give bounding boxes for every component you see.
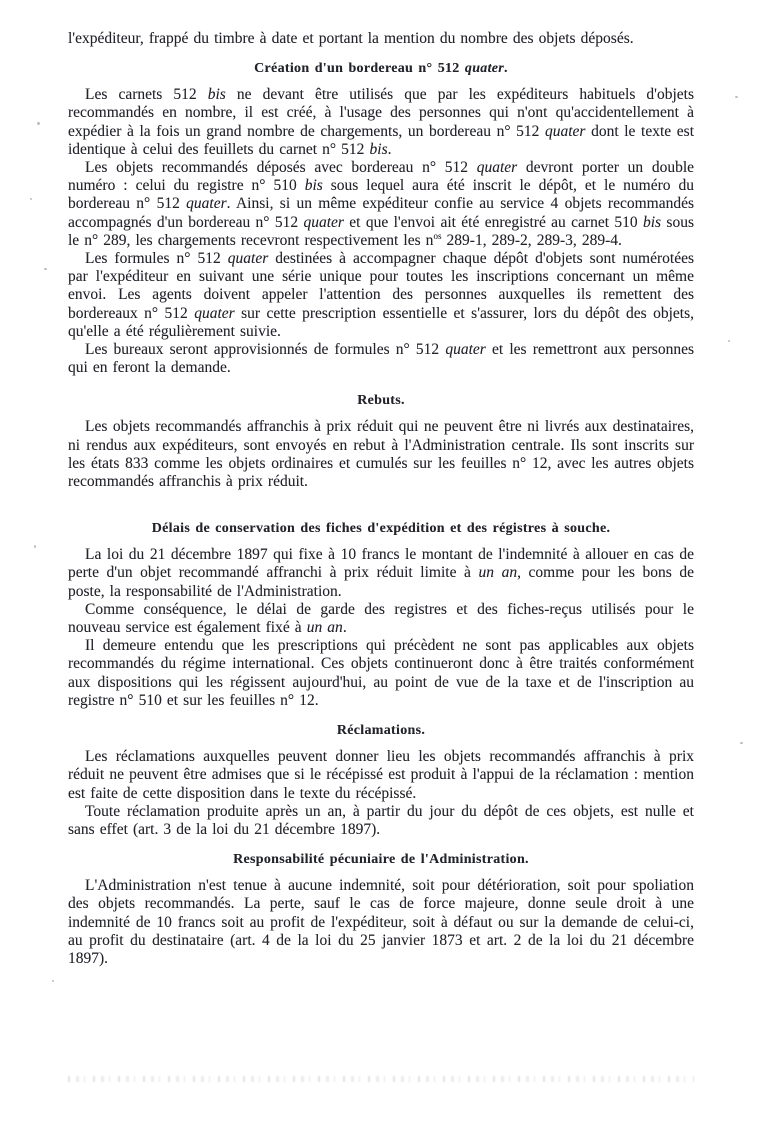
- paragraph-delai-de-garde: Comme conséquence, le délai de garde des registres et des fiches-reçus utilisés pour le nouveau service est également fixé à un an.: [68, 600, 694, 637]
- heading-creation-bordereau-512-quater: Création d'un bordereau n° 512 quater.: [254, 61, 508, 77]
- paragraph-reclamation-nulle: Toute réclamation produite après un an, à partir du jour du dépôt de ces objets, est nulle et sans effet (art. 3 de la loi du 21 décembre 1897).: [68, 802, 694, 838]
- scan-speck: [37, 122, 40, 125]
- scan-speck: [34, 545, 36, 548]
- scan-speck: [30, 198, 32, 200]
- heading-rebuts: Rebuts.: [357, 393, 405, 409]
- scan-speck: [728, 340, 730, 342]
- paragraph-continuation-timbre-a-date: l'expéditeur, frappé du timbre à date et portant la mention du nombre des objets déposés.: [68, 30, 634, 47]
- paragraph-carnets-512-bis: Les carnets 512 bis ne devant être utilisés que par les expéditeurs habituels d'objets recommandés en nombre, il est créé, à l'usage des personnes qui n'ont qu'accidentellement à expédier à la fois un grand nombre de chargements, un bordereau n° 512 quater dont le texte est identique à celui des feuillets du carnet n° 512 bis.: [68, 86, 695, 158]
- paragraph-bureaux-approvisionnes: Les bureaux seront approvisionnés de formules n° 512 quater et les remettront aux personnes qui en feront la demande.: [68, 341, 695, 377]
- paragraph-recepisse-produit: Les réclamations auxquelles peuvent donner lieu les objets recommandés affranchis à prix réduit ne peuvent être admises que si le récépissé est produit à l'appui de la réclamation : mention est faite de cette disposition dans le texte du récépissé.: [68, 748, 694, 802]
- heading-reclamations: Réclamations.: [336, 723, 426, 739]
- paragraph-formules-serie-unique: Les formules n° 512 quater destinées à accompagner chaque dépôt d'objets sont numérotées par l'expéditeur en suivant une série unique pour toutes les inscriptions concernant un même envoi. Les agents doivent appeler l'attention des personnes auxquelles ils remettent des bordereaux n° 512 quater sur cette prescription essentielle et s'assurer, lors du dépôt des objets, qu'elle a été régulièrement suivie.: [68, 250, 694, 340]
- scan-speck: [740, 742, 743, 744]
- scan-speck: [735, 96, 738, 98]
- paragraph-rebuts-administration-centrale: Les objets recommandés affranchis à prix réduit qui ne peuvent être ni livrés aux destinataires, ni rendus aux expéditeurs, sont envoyés en rebut à l'Administration centrale. Ils sont inscrits sur les états 833 comme les objets ordinaires et cumulés sur les feuilles n° 12, avec les autres objets recommandés affranchis à prix réduit.: [68, 418, 694, 491]
- heading-responsabilite-pecuniaire: Responsabilité pécuniaire de l'Administration.: [233, 852, 529, 868]
- paragraph-indemnite-10-francs: L'Administration n'est tenue à aucune indemnité, soit pour détérioration, soit pour spoliation des objets recommandés. La perte, sauf le cas de force majeure, donne seule droit à une indemnité de 10 francs soit au profit de l'expéditeur, soit à défaut ou sur la demande de celui-ci, au profit du destinataire (art. 4 de la loi du 25 janvier 1873 et art. 2 de la loi du 21 décembre 1897).: [68, 877, 694, 967]
- paragraph-loi-21-decembre-1897: La loi du 21 décembre 1897 qui fixe à 10 francs le montant de l'indemnité à allouer en cas de perte d'un objet recommandé affranchi à prix réduit limite à un an, comme pour les bons de poste, la responsabilité de l'Administration.: [68, 546, 694, 600]
- scan-speck: [52, 980, 54, 982]
- text-block: [68, 30, 694, 968]
- faded-cutoff-text-line: [68, 1076, 694, 1082]
- heading-delais-conservation: Délais de conservation des fiches d'expédition et des régistres à souche.: [151, 521, 611, 537]
- paragraph-regime-international: Il demeure entendu que les prescriptions qui précèdent ne sont pas applicables aux objets recommandés du régime international. Ces objets continueront donc à être traités conformément aux dispositions qui les régissent aujourd'hui, au point de vue de la taxe et de l'inscription au registre n° 510 et sur les feuilles n° 12.: [68, 637, 694, 709]
- scan-speck: [44, 268, 47, 270]
- paragraph-double-numero: Les objets recommandés déposés avec bordereau n° 512 quater devront porter un double numéro : celui du registre n° 510 bis sous lequel aura été inscrit le dépôt, et le numéro du bordereau n° 512 quater. Ainsi, si un même expéditeur confie au service 4 objets recommandés accompagnés d'un bordereau n° 512 quater et que l'envoi ait été enregistré au carnet 510 bis sous le n° 289, les chargements recevront respectivement les $n^{os}$ 289-1, 289-2, 289-3, 289-4.: [68, 159, 695, 249]
